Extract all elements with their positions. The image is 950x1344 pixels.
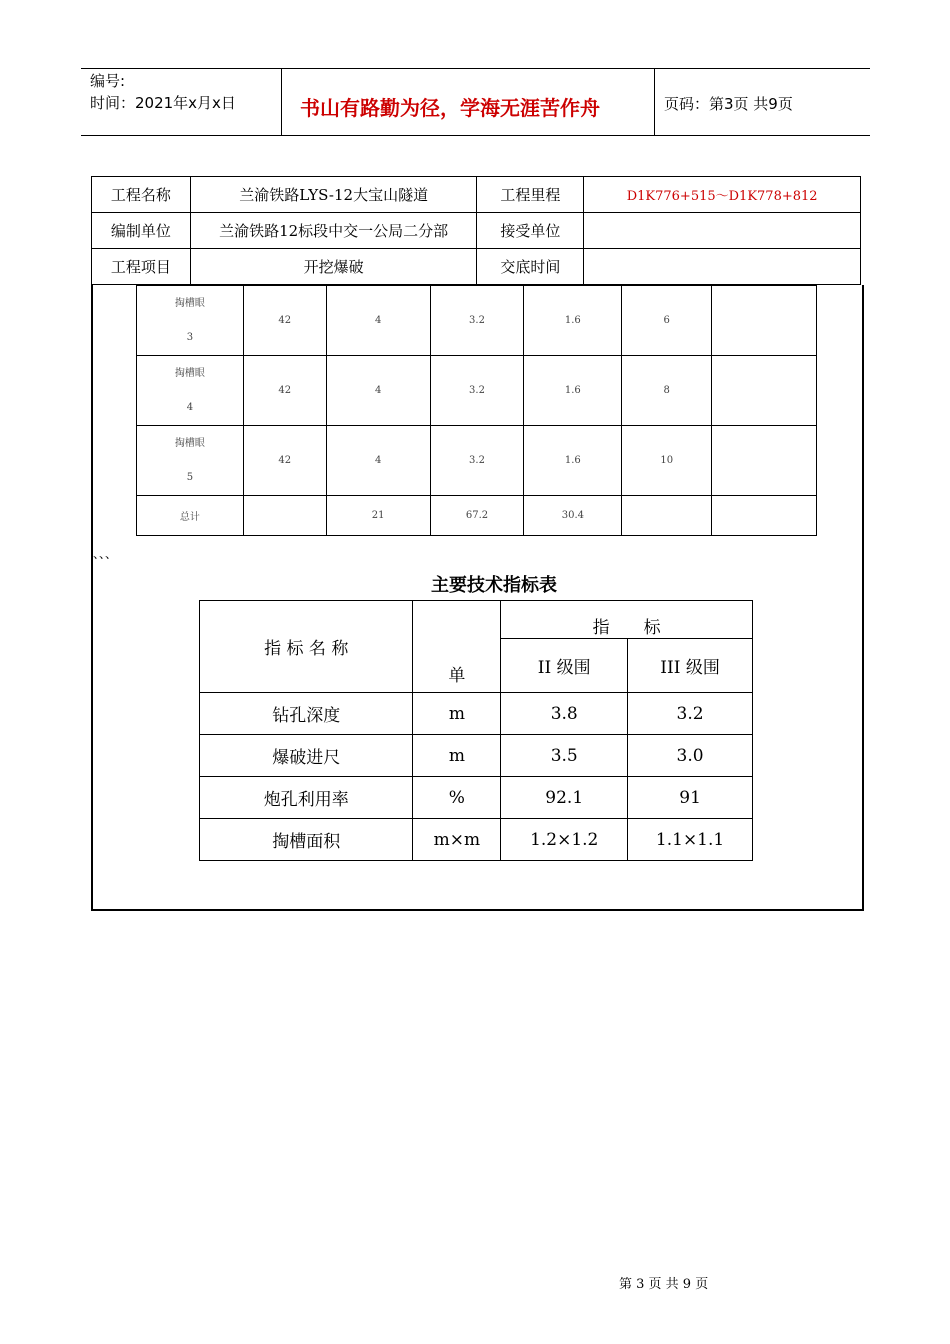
table-row — [200, 819, 753, 861]
code-label: 编号: — [90, 72, 126, 90]
table-row — [137, 426, 817, 496]
table-row — [92, 249, 861, 285]
cell — [712, 496, 817, 536]
hole-number: 5 — [186, 471, 194, 483]
compiler: 兰渝铁路12标段中交一公局二分部 — [190, 213, 477, 249]
table-row-total — [137, 496, 817, 536]
receiver — [584, 213, 861, 249]
cell — [712, 356, 817, 426]
row-name — [137, 286, 244, 356]
cell: 爆破进尺 — [200, 735, 413, 777]
info-table — [91, 176, 861, 285]
cell: 3.2 — [628, 693, 753, 735]
cell: 3.2 — [430, 286, 524, 356]
cell: m — [413, 693, 501, 735]
cell: 1.6 — [524, 356, 622, 426]
cell: 21 — [326, 496, 430, 536]
cell: 10 — [622, 426, 712, 496]
table-header-row — [200, 601, 753, 639]
header-bottom-rule — [81, 135, 870, 136]
cell: 3.2 — [430, 426, 524, 496]
page-footer: 第 3 页 共 9 页 — [619, 1277, 709, 1292]
blasting-table — [136, 285, 817, 536]
col-index-header: 指 标 — [501, 601, 753, 639]
col-grade3-header: III 级围 — [628, 639, 753, 693]
table-row — [92, 213, 861, 249]
marks: 、、、 — [93, 547, 118, 561]
cell: 42 — [243, 356, 326, 426]
receiver-label: 接受单位 — [477, 213, 584, 249]
cell: 67.2 — [430, 496, 524, 536]
time — [584, 249, 861, 285]
cell: 42 — [243, 286, 326, 356]
project-name: 兰渝铁路LYS-12大宝山隧道 — [190, 177, 477, 213]
table-row — [200, 777, 753, 819]
cell: 1.2×1.2 — [501, 819, 628, 861]
table-row — [137, 286, 817, 356]
cell: 91 — [628, 777, 753, 819]
header-left — [90, 70, 236, 114]
cell: m — [413, 735, 501, 777]
cell: 4 — [326, 286, 430, 356]
time-label: 交底时间 — [477, 249, 584, 285]
row-name — [137, 356, 244, 426]
cell — [243, 496, 326, 536]
table-row — [200, 693, 753, 735]
page-indicator: 页码：第3页 共9页 — [664, 95, 793, 113]
cell: m×m — [413, 819, 501, 861]
cell: 3.8 — [501, 693, 628, 735]
project-name-label: 工程名称 — [92, 177, 191, 213]
cell: 炮孔利用率 — [200, 777, 413, 819]
cell — [622, 496, 712, 536]
cell: 92.1 — [501, 777, 628, 819]
item-label: 工程项目 — [92, 249, 191, 285]
cell: 4 — [326, 356, 430, 426]
cell: 1.6 — [524, 426, 622, 496]
header-divider — [654, 68, 655, 136]
cell: 42 — [243, 426, 326, 496]
cell: 3.0 — [628, 735, 753, 777]
hole-number: 4 — [186, 401, 194, 413]
cell: 3.5 — [501, 735, 628, 777]
compiler-label: 编制单位 — [92, 213, 191, 249]
cell: 1.1×1.1 — [628, 819, 753, 861]
hole-type: 掏槽眼 — [174, 297, 205, 309]
item: 开挖爆破 — [190, 249, 477, 285]
table-row — [92, 177, 861, 213]
table-row — [137, 356, 817, 426]
tech-table — [199, 600, 753, 861]
cell — [712, 426, 817, 496]
tech-table-title: 主要技术指标表 — [431, 575, 557, 596]
time-label: 时间：2021年x月x日 — [90, 94, 236, 112]
mileage-label: 工程里程 — [477, 177, 584, 213]
motto: 书山有路勤为径，学海无涯苦作舟 — [300, 96, 600, 120]
cell: 30.4 — [524, 496, 622, 536]
cell: 8 — [622, 356, 712, 426]
row-name — [137, 426, 244, 496]
cell: 4 — [326, 426, 430, 496]
total-label: 总计 — [137, 496, 244, 536]
header-top-rule — [81, 68, 870, 69]
cell: 1.6 — [524, 286, 622, 356]
cell: 钻孔深度 — [200, 693, 413, 735]
col-unit-header: 单 — [413, 601, 501, 693]
table-row — [200, 735, 753, 777]
cell: 掏槽面积 — [200, 819, 413, 861]
cell: % — [413, 777, 501, 819]
hole-type: 掏槽眼 — [174, 437, 205, 449]
cell: 3.2 — [430, 356, 524, 426]
col-name-header: 指 标 名 称 — [200, 601, 413, 693]
hole-type: 掏槽眼 — [174, 367, 205, 379]
cell — [712, 286, 817, 356]
mileage: D1K776+515～D1K778+812 — [584, 177, 861, 213]
col-grade2-header: II 级围 — [501, 639, 628, 693]
hole-number: 3 — [186, 331, 194, 343]
header-divider — [281, 68, 282, 136]
cell: 6 — [622, 286, 712, 356]
